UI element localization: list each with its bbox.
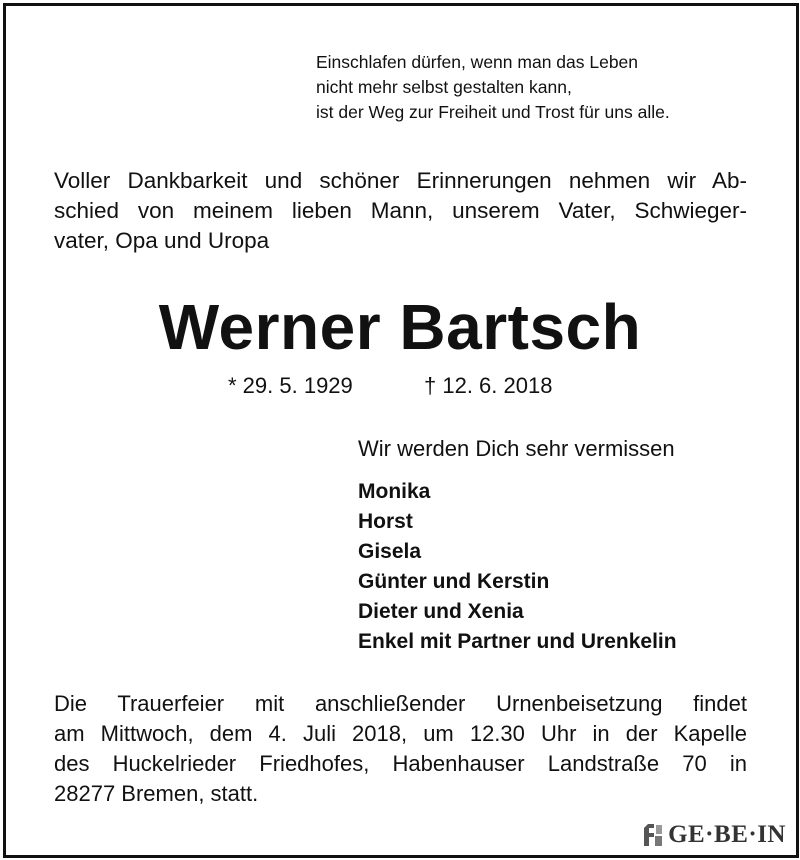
death-date: † 12. 6. 2018: [424, 373, 553, 398]
mourner-name: Gisela: [358, 540, 422, 563]
quote-line: nicht mehr selbst gestalten kann,: [316, 77, 572, 97]
funeral-line: am Mittwoch, dem 4. Juli 2018, um 12.30 Uhr in der Kapelle: [54, 721, 747, 746]
gebein-logo-text: GE·BE·IN: [668, 821, 786, 848]
gebein-logo: [636, 820, 790, 850]
mourner-name: Enkel mit Partner und Urenkelin: [358, 630, 677, 653]
gebein-logo-icon: [642, 822, 664, 848]
mourner-name: Dieter und Xenia: [358, 600, 524, 623]
intro-line: vater, Opa und Uropa: [54, 228, 270, 253]
mourner-name: Günter und Kerstin: [358, 570, 550, 593]
funeral-line: Die Trauerfeier mit anschließender Urnenbeisetzung findet: [54, 691, 747, 716]
funeral-line: 28277 Bremen, statt.: [54, 781, 259, 806]
intro-line: Voller Dankbarkeit und schöner Erinnerungen nehmen wir Ab-: [54, 168, 747, 193]
farewell-text: Wir werden Dich sehr vermissen: [358, 436, 675, 461]
mourners-list: [358, 477, 677, 657]
intro-paragraph: [54, 166, 747, 256]
funeral-line: des Huckelrieder Friedhofes, Habenhauser Landstraße 70 in: [54, 751, 747, 776]
birth-date: * 29. 5. 1929: [228, 373, 353, 398]
deceased-name: Werner Bartsch: [158, 291, 642, 363]
intro-line: schied von meinem lieben Mann, unserem Vater, Schwieger-: [54, 198, 747, 223]
quote-block: [316, 50, 670, 125]
quote-line: Einschlafen dürfen, wenn man das Leben: [316, 52, 639, 72]
quote-line: ist der Weg zur Freiheit und Trost für uns alle.: [316, 102, 670, 122]
mourner-name: Monika: [358, 480, 431, 503]
funeral-details: [54, 689, 747, 809]
mourner-name: Horst: [358, 510, 413, 533]
